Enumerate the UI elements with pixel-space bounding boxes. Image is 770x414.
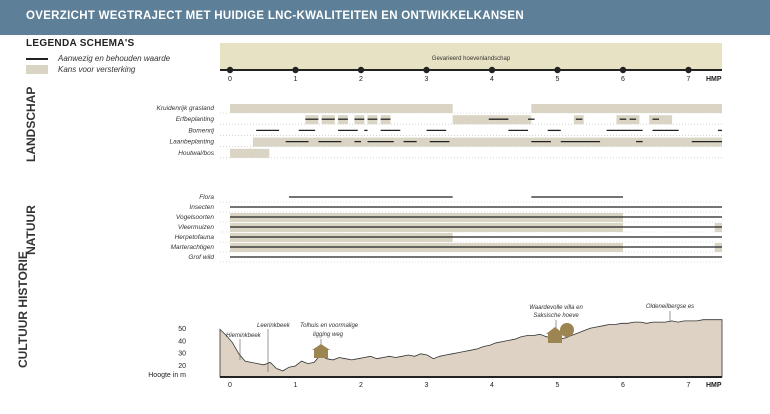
annotation-tolhuis-label: Tolhuis en voormalige: [300, 323, 359, 329]
landschap-row-label: Houtwal/bos: [178, 149, 214, 157]
profile-tick-label: 3: [424, 382, 429, 389]
timeline-unit-label: HMP: [706, 76, 722, 83]
section-label-landschap: LANDSCHAP: [24, 86, 38, 162]
tolhuis-building-icon: [314, 349, 328, 358]
annotation-villa-label-2: Saksische hoeve: [533, 313, 579, 319]
natuur-row-label: Vleermuizen: [177, 224, 214, 231]
natuur-row-label: Grof wild: [188, 254, 214, 261]
profile-tick-label: 0: [228, 382, 232, 389]
profile-tick-label: 1: [293, 382, 298, 389]
annotation-hieminkbeek-label: Hieminkbeek: [226, 333, 261, 339]
timeline-tick-label: 6: [621, 76, 625, 83]
landschap-opportunity-band: [230, 149, 269, 158]
timeline-marker: [423, 67, 429, 73]
legend-title: LEGENDA SCHEMA'S: [26, 38, 135, 49]
natuur-row-label: Herpetofauna: [174, 234, 214, 241]
annotation-villa-label: Waardevolle villa en: [529, 305, 583, 311]
timeline-tick-label: 1: [293, 76, 298, 83]
profile-tick-label: 7: [686, 382, 691, 389]
timeline-marker: [292, 67, 298, 73]
tolhuis-roof-icon: [312, 344, 330, 350]
profile-tick-label: 6: [621, 382, 625, 389]
section-label-natuur: NATUUR: [24, 205, 38, 255]
landschap-row-label: Laanbeplanting: [169, 138, 214, 146]
tree-icon: [560, 323, 574, 337]
legend-label-opportunity: Kans voor versterking: [58, 65, 136, 74]
header-band-label: Gevarieerd hoevenlandschap: [431, 56, 511, 62]
legend-label-present: Aanwezig en behouden waarde: [58, 54, 171, 63]
natuur-row-label: Vogelsoorten: [175, 214, 214, 221]
annotation-leerinkbeek-label: Leerinkbeek: [257, 323, 290, 329]
height-axis-label: Hoogte in m: [148, 372, 186, 379]
timeline-tick-label: 4: [490, 76, 494, 83]
profile-tick-label: 4: [490, 382, 494, 389]
natuur-row-label: Insecten: [189, 204, 214, 211]
height-tick-label: 20: [178, 362, 186, 370]
timeline-tick-label: 7: [686, 76, 691, 83]
timeline-marker: [620, 67, 626, 73]
annotation-oldeneel-label: Oldeneilbergse es: [645, 304, 695, 310]
elevation-profile: [220, 320, 722, 377]
timeline-marker: [227, 67, 233, 73]
profile-tick-label: 5: [555, 382, 560, 389]
timeline-marker: [554, 67, 560, 73]
villa-building-icon: [548, 333, 562, 343]
timeline-tick-label: 0: [228, 76, 232, 83]
landschap-opportunity-band: [531, 104, 722, 113]
height-tick-label: 50: [178, 326, 186, 334]
timeline-marker: [489, 67, 495, 73]
natuur-row-label: Flora: [199, 194, 214, 201]
section-label-cultuur: CULTUUR HISTORIE: [16, 251, 30, 368]
landschap-row-label: Kruidenrijk grasland: [156, 105, 214, 112]
annotation-tolhuis-label-2: ligging weg: [313, 332, 344, 338]
page-title: OVERZICHT WEGTRAJECT MET HUIDIGE LNC-KWALITEITEN EN ONTWIKKELKANSEN: [26, 10, 524, 22]
landschap-row-label: Bomenrij: [188, 127, 214, 135]
profile-unit-label: HMP: [706, 382, 722, 389]
timeline-marker: [685, 67, 691, 73]
timeline-marker: [358, 67, 364, 73]
timeline-tick-label: 2: [359, 76, 363, 83]
height-tick-label: 30: [178, 350, 186, 358]
timeline-tick-label: 3: [424, 76, 429, 83]
height-tick-label: 40: [178, 338, 186, 346]
landschap-row-label: Erfbeplanting: [175, 116, 214, 124]
profile-tick-label: 2: [359, 382, 363, 389]
timeline-tick-label: 5: [555, 76, 560, 83]
landschap-opportunity-band: [230, 104, 453, 113]
natuur-row-label: Marterachtigen: [170, 244, 214, 251]
